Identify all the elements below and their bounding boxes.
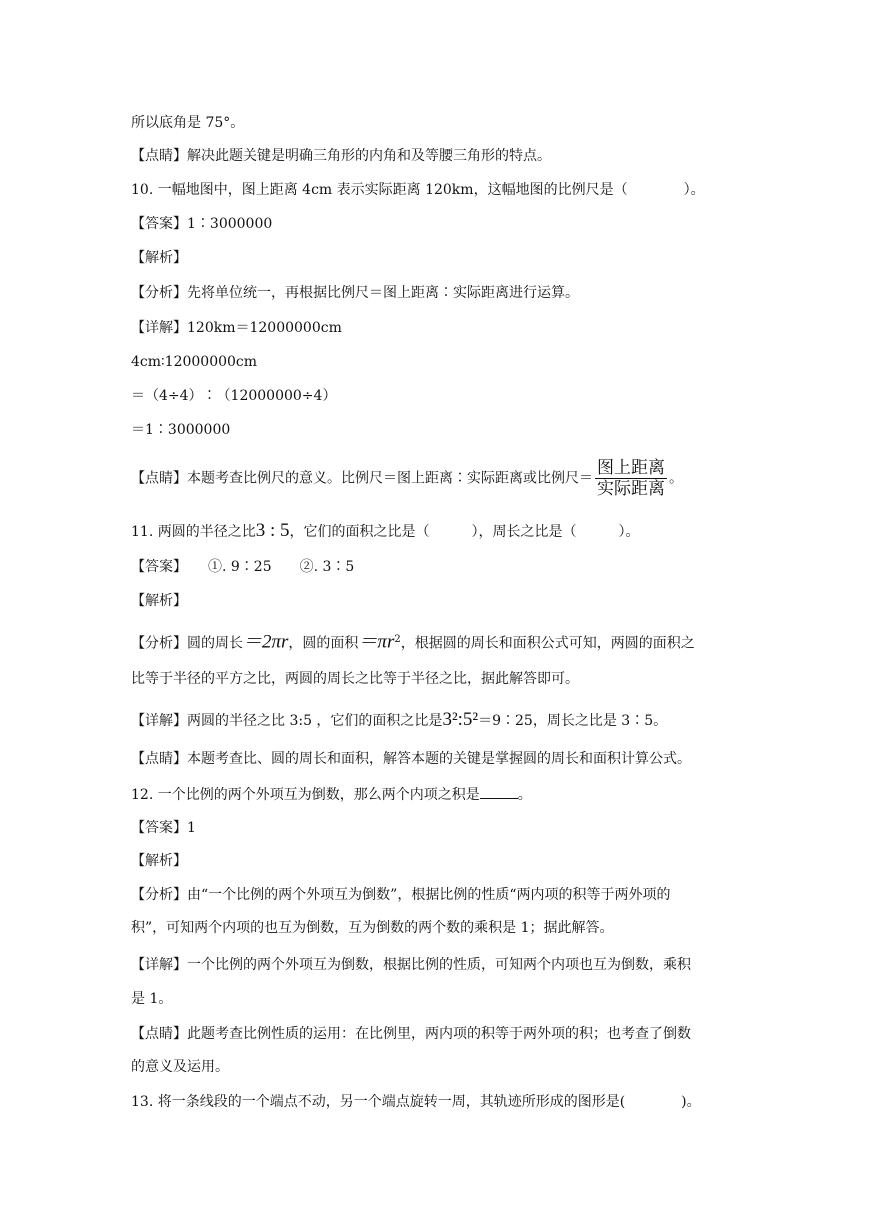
fraction [595,458,667,499]
question-13: 13. 将一条线段的一个端点不动，另一个端点旋转一周，其轨迹所形成的图形是( )。 [131,1094,701,1110]
perimeter-formula: ＝2πr [243,631,289,653]
fraction-denominator: 实际距离 [597,479,665,499]
period: 。 [517,787,532,803]
squared-ratio-formula: 3²:5² [442,709,479,730]
area-formula: ＝πr [358,631,395,653]
detail-text: 【详解】两圆的半径之比 3:5 ，它们的面积之比是 [131,713,443,729]
question-12 [131,784,532,805]
text-line: 所以底角是 75°。 [131,115,245,131]
question-11 [131,521,640,542]
answer-line: 【答案】1∶3000000 [131,216,273,232]
exponent: 2 [394,634,401,645]
detail-line [131,710,667,731]
question-text: ，它们的面积之比是（ ），周长之比是（ ）。 [289,524,640,540]
detail-line: 是 1。 [131,991,173,1007]
period: 。 [669,470,683,487]
analysis-line: 【分析】由“一个比例的两个外项互为倒数”，根据比例的性质“两内项的积等于两外项的 [131,887,671,903]
analysis-text: 【分析】圆的周长 [131,635,243,652]
question-text: 11. 两圆的半径之比 [131,524,256,540]
comment-line [131,458,683,499]
question-10: 10. 一幅地图中，图上距离 4cm 表示实际距离 120km，这幅地图的比例尺是（ ）。 [131,182,705,198]
calc-line: 4cm∶12000000cm [131,354,258,370]
answer-line: 【答案】 ①. 9∶25 ②. 3∶5 [131,559,355,575]
fraction-numerator: 图上距离 [597,458,665,478]
analysis-heading: 【解析】 [131,853,187,869]
analysis-line: 【分析】先将单位统一，再根据比例尺＝图上距离∶实际距离进行运算。 [131,285,579,301]
detail-text: ＝9∶25，周长之比是 3∶5。 [478,713,668,729]
ratio-formula: 3 : 5 [255,520,290,541]
comment-line: 【点睛】此题考查比例性质的运用：在比例里，两内项的积等于两外项的积；也考查了倒数 [131,1026,691,1042]
comment-line: 【点睛】本题考查比、圆的周长和面积，解答本题的关键是掌握圆的周长和面积计算公式。 [131,751,691,767]
analysis-line [131,630,695,654]
analysis-line: 积”，可知两个内项的也互为倒数，互为倒数的两个数的乘积是 1；据此解答。 [131,920,614,936]
calc-line: ＝（4÷4）∶（12000000÷4） [131,388,337,404]
analysis-text: ，圆的面积 [288,635,359,652]
analysis-line: 比等于半径的平方之比，两圆的周长之比等于半径之比，据此解答即可。 [131,671,579,687]
comment-text: 【点睛】本题考查比例尺的意义。比例尺＝图上距离∶实际距离或比例尺＝ [131,470,593,487]
calc-line: ＝1∶3000000 [131,422,231,438]
answer-line: 【答案】1 [131,820,196,836]
answer-blank [480,784,518,799]
analysis-heading: 【解析】 [131,250,187,266]
analysis-heading: 【解析】 [131,593,187,609]
question-text: 12. 一个比例的两个外项互为倒数，那么两个内项之积是 [131,787,480,803]
analysis-text: ，根据圆的周长和面积公式可知，两圆的面积之 [400,635,695,652]
detail-line: 【详解】120km＝12000000cm [131,320,342,336]
detail-line: 【详解】一个比例的两个外项互为倒数，根据比例的性质，可知两个内项也互为倒数，乘积 [131,957,691,973]
comment-line: 的意义及运用。 [131,1059,229,1075]
comment-line: 【点睛】解决此题关键是明确三角形的内角和及等腰三角形的特点。 [131,148,551,164]
